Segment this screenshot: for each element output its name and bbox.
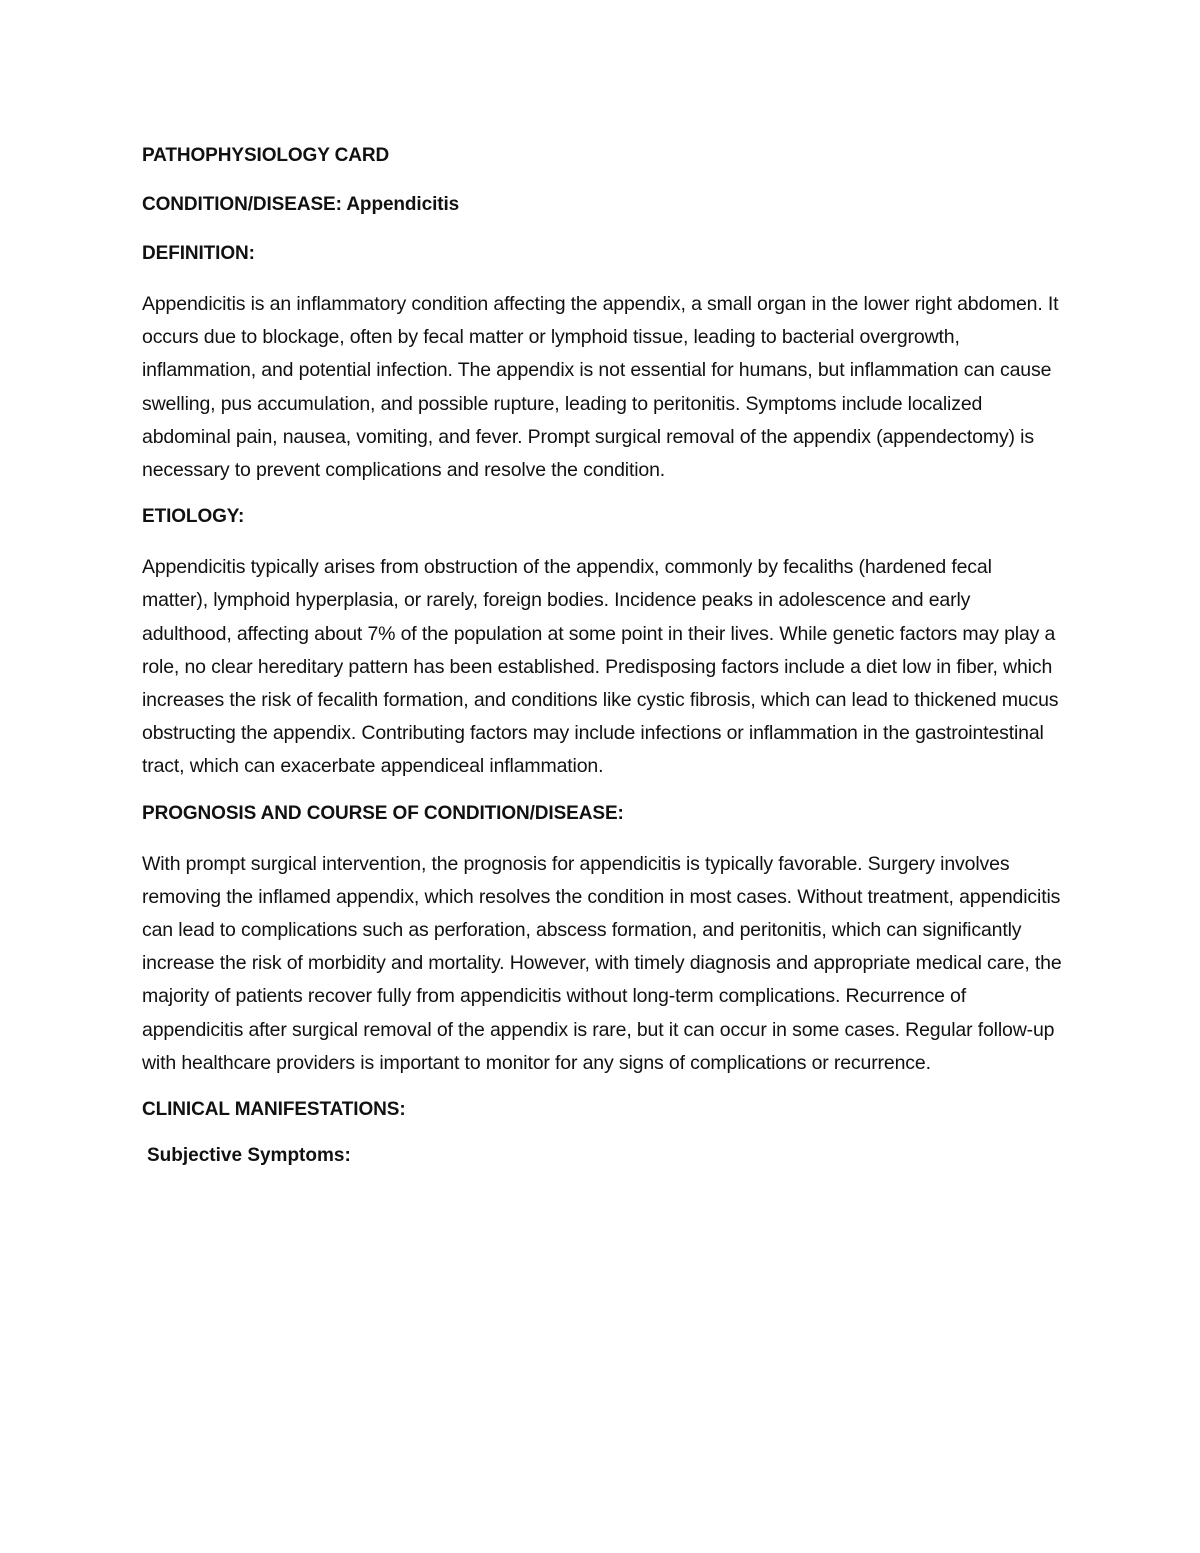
definition-text: Appendicitis is an inflammatory condition affecting the appendix, a small organ in the lower right abdomen. It occurs due to blockage, often by fecal matter or lymphoid tissue, leading to bacterial overgrowth, inflammation, and potential infection. The appendix is not essential for humans, but inflammation can cause swelling, pus accumulation, and possible rupture, leading to peritonitis. Symptoms include localized abdominal pain, nausea, vomiting, and fever. Prompt surgical removal of the appendix (appendectomy) is necessary to prevent complications and resolve the condition. xyxy=(142,293,1059,482)
card-title: PATHOPHYSIOLOGY CARD xyxy=(142,145,390,166)
subjective-symptoms-heading: Subjective Symptoms: xyxy=(147,1145,351,1167)
prognosis-heading: PROGNOSIS AND COURSE OF CONDITION/DISEASE: xyxy=(142,802,624,824)
etiology-heading: ETIOLOGY: xyxy=(142,506,245,528)
definition-heading: DEFINITION: xyxy=(142,243,255,264)
condition-value: Appendicitis xyxy=(346,194,460,215)
prognosis-text: With prompt surgical intervention, the prognosis for appendicitis is typically favorable. Surgery involves removing the inflamed appendix, which resolves the condition in most cases. Without treatment, appendicitis can lead to complications such as perforation, abscess formation, and peritonitis, which can significantly increase the risk of morbidity and mortality. However, with timely diagnosis and appropriate medical care, the majority of patients recover fully from appendicitis without long-term complications. Recurrence of appendicitis after surgical removal of the appendix is rare, but it can occur in some cases. Regular follow-up with healthcare providers is important to monitor for any signs of complications or recurrence. xyxy=(142,852,1062,1074)
document-page xyxy=(142,142,1062,1170)
condition-line xyxy=(142,191,1062,219)
condition-label: CONDITION/DISEASE: xyxy=(142,194,342,215)
etiology-text: Appendicitis typically arises from obstruction of the appendix, commonly by fecaliths (hardened fecal matter), lymphoid hyperplasia, or rarely, foreign bodies. Incidence peaks in adolescence and early adulthood, affecting about 7% of the population at some point in their lives. While genetic factors may play a role, no clear hereditary pattern has been established. Predisposing factors include a diet low in fiber, which increases the risk of fecalith formation, and conditions like cystic fibrosis, which can lead to thickened mucus obstructing the appendix. Contributing factors may include infections or inflammation in the gastrointestinal tract, which can exacerbate appendiceal inflammation. xyxy=(142,556,1059,778)
clinical-heading: CLINICAL MANIFESTATIONS: xyxy=(142,1099,406,1121)
